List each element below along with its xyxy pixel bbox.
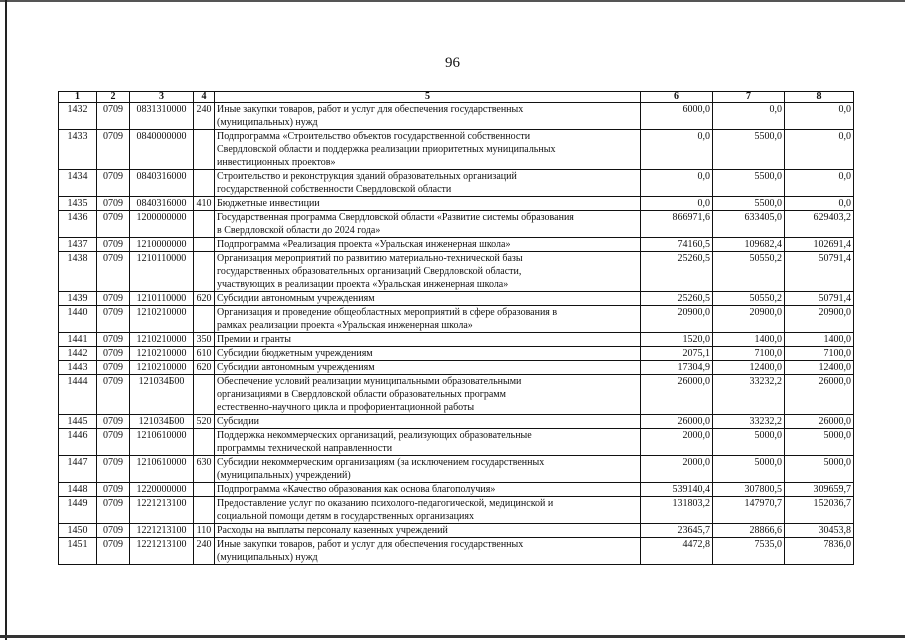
section-code-cell: 0709 [97,211,130,238]
row-number-cell: 1438 [59,252,97,292]
amount-col8-cell: 0,0 [785,103,854,130]
amount-col6-cell: 0,0 [641,197,713,211]
name-cell [215,347,641,361]
section-code-cell: 0709 [97,415,130,429]
amount-col8-cell: 7100,0 [785,347,854,361]
target-code-cell: 1221213100 [130,538,194,565]
section-code-cell: 0709 [97,130,130,170]
name-line: (муниципальных) нужд [217,117,318,128]
name-line: Обеспечение условий реализации муниципальными образовательными [217,376,522,387]
name-line: Иные закупки товаров, работ и услуг для обеспечения государственных [217,539,524,550]
section-code-cell: 0709 [97,375,130,415]
target-code-cell: 1210210000 [130,361,194,375]
table-row [59,429,854,456]
table-row [59,211,854,238]
expense-type-cell [194,429,215,456]
amount-col8-cell: 0,0 [785,197,854,211]
name-line: (муниципальных) учреждений) [217,470,351,481]
name-cell [215,292,641,306]
amount-col7-cell: 147970,7 [713,497,785,524]
expense-type-cell: 630 [194,456,215,483]
table-row [59,538,854,565]
table-row [59,130,854,170]
name-line: Свердловской области и поддержка реализации приоритетных муниципальных [217,144,556,155]
expense-type-cell [194,211,215,238]
name-cell [215,170,641,197]
name-cell [215,483,641,497]
name-cell [215,497,641,524]
amount-col7-cell: 33232,2 [713,375,785,415]
row-number-cell: 1442 [59,347,97,361]
expense-type-cell [194,483,215,497]
row-number-cell: 1444 [59,375,97,415]
amount-col6-cell: 6000,0 [641,103,713,130]
row-number-cell: 1451 [59,538,97,565]
section-code-cell: 0709 [97,538,130,565]
target-code-cell: 1210210000 [130,333,194,347]
amount-col8-cell: 20900,0 [785,306,854,333]
row-number-cell: 1447 [59,456,97,483]
section-code-cell: 0709 [97,292,130,306]
amount-col7-cell: 20900,0 [713,306,785,333]
target-code-cell: 1221213100 [130,524,194,538]
header-cell: 2 [97,92,130,103]
amount-col7-cell: 5500,0 [713,170,785,197]
expense-type-cell: 610 [194,347,215,361]
amount-col6-cell: 539140,4 [641,483,713,497]
expense-type-cell: 620 [194,292,215,306]
name-cell [215,524,641,538]
amount-col6-cell: 25260,5 [641,292,713,306]
target-code-cell: 121034Б00 [130,375,194,415]
name-cell [215,238,641,252]
amount-col6-cell: 74160,5 [641,238,713,252]
amount-col7-cell: 5500,0 [713,130,785,170]
name-cell [215,333,641,347]
amount-col6-cell: 866971,6 [641,211,713,238]
header-cell: 4 [194,92,215,103]
target-code-cell: 1200000000 [130,211,194,238]
expense-type-cell: 240 [194,538,215,565]
amount-col6-cell: 25260,5 [641,252,713,292]
target-code-cell: 1210000000 [130,238,194,252]
expense-type-cell [194,252,215,292]
name-line: естественно-научного цикла и профориентационной работы [217,402,475,413]
row-number-cell: 1439 [59,292,97,306]
target-code-cell: 1221213100 [130,497,194,524]
header-cell: 6 [641,92,713,103]
section-code-cell: 0709 [97,429,130,456]
amount-col6-cell: 1520,0 [641,333,713,347]
name-line: Премии и гранты [217,334,292,345]
row-number-cell: 1446 [59,429,97,456]
name-cell [215,415,641,429]
section-code-cell: 0709 [97,456,130,483]
expense-type-cell [194,130,215,170]
table-row [59,252,854,292]
target-code-cell: 0840316000 [130,197,194,211]
name-line: Иные закупки товаров, работ и услуг для обеспечения государственных [217,104,524,115]
name-cell [215,306,641,333]
name-cell [215,197,641,211]
amount-col8-cell: 102691,4 [785,238,854,252]
amount-col6-cell: 4472,8 [641,538,713,565]
target-code-cell: 0840000000 [130,130,194,170]
amount-col8-cell: 12400,0 [785,361,854,375]
amount-col8-cell: 50791,4 [785,292,854,306]
expense-type-cell: 240 [194,103,215,130]
section-code-cell: 0709 [97,361,130,375]
section-code-cell: 0709 [97,347,130,361]
name-cell [215,211,641,238]
page-number: 96 [445,55,460,71]
table-row [59,103,854,130]
amount-col6-cell: 20900,0 [641,306,713,333]
table-row [59,497,854,524]
row-number-cell: 1441 [59,333,97,347]
row-number-cell: 1437 [59,238,97,252]
amount-col8-cell: 5000,0 [785,456,854,483]
name-line: Поддержка некоммерческих организаций, реализующих образовательные [217,430,532,441]
amount-col6-cell: 26000,0 [641,415,713,429]
name-line: Субсидии бюджетным учреждениям [217,348,373,359]
name-line: Субсидии автономным учреждениям [217,293,375,304]
name-line: Подпрограмма «Качество образования как основа благополучия» [217,484,496,495]
table-row [59,197,854,211]
row-number-cell: 1445 [59,415,97,429]
expense-type-cell: 350 [194,333,215,347]
amount-col7-cell: 307800,5 [713,483,785,497]
header-cell: 1 [59,92,97,103]
amount-col7-cell: 50550,2 [713,252,785,292]
name-line: Субсидии автономным учреждениям [217,362,375,373]
name-line: Государственная программа Свердловской области «Развитие системы образования [217,212,574,223]
name-cell [215,130,641,170]
table-row [59,524,854,538]
name-cell [215,456,641,483]
amount-col8-cell: 0,0 [785,170,854,197]
section-code-cell: 0709 [97,483,130,497]
amount-col7-cell: 7100,0 [713,347,785,361]
row-number-cell: 1443 [59,361,97,375]
name-line: участвующих в реализации проекта «Уральская инженерная школа» [217,279,509,290]
name-line: Расходы на выплаты персоналу казенных учреждений [217,525,448,536]
name-line: Предоставление услуг по оказанию психолого-педагогической, медицинской и [217,498,554,509]
target-code-cell: 1220000000 [130,483,194,497]
name-line: Организация и проведение общеобластных мероприятий в сфере образования в [217,307,558,318]
amount-col7-cell: 33232,2 [713,415,785,429]
amount-col8-cell: 5000,0 [785,429,854,456]
amount-col6-cell: 2000,0 [641,429,713,456]
name-line: Субсидии [217,416,259,427]
name-cell [215,103,641,130]
name-line: в Свердловской области до 2024 года» [217,225,381,236]
amount-col8-cell: 26000,0 [785,415,854,429]
expense-type-cell: 620 [194,361,215,375]
name-line: Подпрограмма «Реализация проекта «Уральская инженерная школа» [217,239,511,250]
row-number-cell: 1440 [59,306,97,333]
table-row [59,238,854,252]
target-code-cell: 0840316000 [130,170,194,197]
amount-col7-cell: 7535,0 [713,538,785,565]
name-line: государственной собственности Свердловской области [217,184,452,195]
section-code-cell: 0709 [97,197,130,211]
name-line: Организация мероприятий по развитию материально-технической базы [217,253,523,264]
expense-type-cell [194,170,215,197]
amount-col7-cell: 5000,0 [713,429,785,456]
section-code-cell: 0709 [97,252,130,292]
name-cell [215,375,641,415]
header-cell: 5 [215,92,641,103]
name-line: программы технической направленности [217,443,393,454]
name-cell [215,252,641,292]
section-code-cell: 0709 [97,170,130,197]
amount-col6-cell: 23645,7 [641,524,713,538]
amount-col7-cell: 0,0 [713,103,785,130]
row-number-cell: 1433 [59,130,97,170]
name-line: организациями в Свердловской области образовательных программ [217,389,506,400]
scan-border-bottom [0,635,905,638]
name-line: государственных образовательных организаций Свердловской области, [217,266,522,277]
amount-col7-cell: 1400,0 [713,333,785,347]
amount-col7-cell: 633405,0 [713,211,785,238]
scan-border-left [5,0,7,640]
amount-col7-cell: 50550,2 [713,292,785,306]
row-number-cell: 1450 [59,524,97,538]
target-code-cell: 0831310000 [130,103,194,130]
section-code-cell: 0709 [97,333,130,347]
expense-type-cell [194,238,215,252]
section-code-cell: 0709 [97,497,130,524]
table-row [59,483,854,497]
name-cell [215,429,641,456]
section-code-cell: 0709 [97,238,130,252]
name-cell [215,538,641,565]
table-body [59,103,854,565]
amount-col6-cell: 26000,0 [641,375,713,415]
name-line: (муниципальных) нужд [217,552,318,563]
target-code-cell: 121034Б00 [130,415,194,429]
amount-col7-cell: 12400,0 [713,361,785,375]
amount-col8-cell: 309659,7 [785,483,854,497]
row-number-cell: 1449 [59,497,97,524]
amount-col8-cell: 152036,7 [785,497,854,524]
expense-type-cell [194,375,215,415]
header-cell: 8 [785,92,854,103]
amount-col7-cell: 28866,6 [713,524,785,538]
table-row [59,347,854,361]
header-row [59,92,854,103]
expense-type-cell: 410 [194,197,215,211]
table-row [59,292,854,306]
row-number-cell: 1436 [59,211,97,238]
amount-col7-cell: 5000,0 [713,456,785,483]
target-code-cell: 1210210000 [130,347,194,361]
amount-col6-cell: 17304,9 [641,361,713,375]
target-code-cell: 1210610000 [130,456,194,483]
section-code-cell: 0709 [97,103,130,130]
row-number-cell: 1434 [59,170,97,197]
name-cell [215,361,641,375]
target-code-cell: 1210110000 [130,252,194,292]
target-code-cell: 1210610000 [130,429,194,456]
row-number-cell: 1448 [59,483,97,497]
target-code-cell: 1210110000 [130,292,194,306]
expense-type-cell: 110 [194,524,215,538]
amount-col8-cell: 50791,4 [785,252,854,292]
scan-border-top [0,0,905,2]
amount-col7-cell: 5500,0 [713,197,785,211]
expense-type-cell [194,306,215,333]
name-line: Субсидии некоммерческим организациям (за исключением государственных [217,457,545,468]
amount-col6-cell: 2000,0 [641,456,713,483]
table-row [59,306,854,333]
section-code-cell: 0709 [97,524,130,538]
amount-col8-cell: 7836,0 [785,538,854,565]
table-row [59,375,854,415]
target-code-cell: 1210210000 [130,306,194,333]
amount-col8-cell: 629403,2 [785,211,854,238]
amount-col8-cell: 26000,0 [785,375,854,415]
section-code-cell: 0709 [97,306,130,333]
amount-col6-cell: 131803,2 [641,497,713,524]
name-line: рамках реализации проекта «Уральская инженерная школа» [217,320,473,331]
amount-col6-cell: 0,0 [641,130,713,170]
amount-col8-cell: 1400,0 [785,333,854,347]
header-cell: 7 [713,92,785,103]
amount-col8-cell: 0,0 [785,130,854,170]
header-cell: 3 [130,92,194,103]
row-number-cell: 1435 [59,197,97,211]
amount-col7-cell: 109682,4 [713,238,785,252]
name-line: инвестиционных проектов» [217,157,336,168]
table-row [59,456,854,483]
budget-table [58,91,854,565]
expense-type-cell [194,497,215,524]
name-line: Подпрограмма «Строительство объектов государственной собственности [217,131,531,142]
name-line: Строительство и реконструкция зданий образовательных организаций [217,171,517,182]
name-line: Бюджетные инвестиции [217,198,320,209]
row-number-cell: 1432 [59,103,97,130]
amount-col6-cell: 2075,1 [641,347,713,361]
name-line: социальной помощи детям в государственных организациях [217,511,474,522]
amount-col8-cell: 30453,8 [785,524,854,538]
table-row [59,361,854,375]
table-row [59,415,854,429]
table-row [59,170,854,197]
amount-col6-cell: 0,0 [641,170,713,197]
table-row [59,333,854,347]
expense-type-cell: 520 [194,415,215,429]
